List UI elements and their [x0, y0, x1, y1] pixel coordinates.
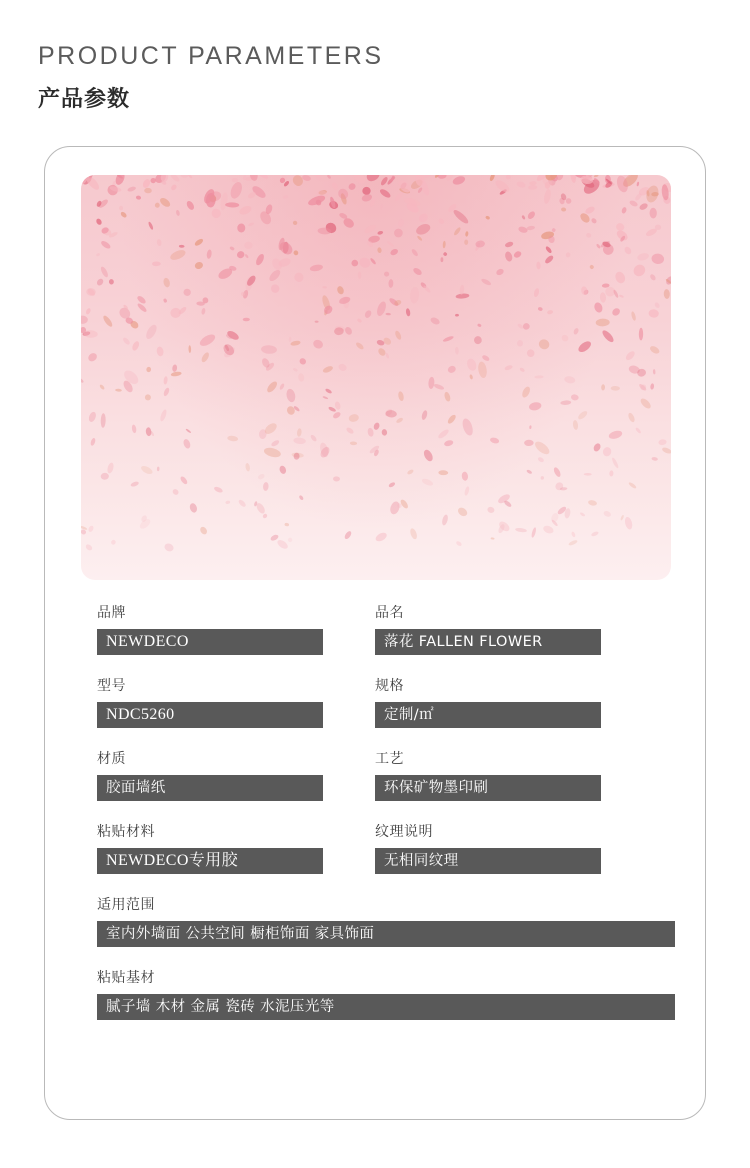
- spec-value: 定制/㎡: [375, 702, 601, 728]
- spec-row: [97, 748, 675, 801]
- spec-field: [97, 821, 323, 874]
- parameters-card: [44, 146, 706, 1120]
- spec-label: 粘贴材料: [97, 824, 155, 840]
- spec-field: [375, 748, 601, 801]
- spec-label: 规格: [375, 678, 404, 694]
- spec-value: NDC5260: [97, 702, 323, 728]
- spec-value: 落花 FALLEN FLOWER: [375, 629, 601, 655]
- spec-value: NEWDECO专用胶: [97, 848, 323, 874]
- page-header: [0, 0, 750, 113]
- spec-label: 粘贴基材: [97, 970, 155, 986]
- spec-field: [375, 821, 601, 874]
- spec-label: 纹理说明: [375, 824, 433, 840]
- spec-value: 室内外墙面 公共空间 橱柜饰面 家具饰面: [97, 921, 675, 947]
- spec-field: [97, 748, 323, 801]
- spec-value: 环保矿物墨印刷: [375, 775, 601, 801]
- spec-row: [97, 894, 675, 947]
- product-image: [81, 175, 671, 580]
- spec-field: [97, 967, 675, 1020]
- spec-value: 腻子墙 木材 金属 瓷砖 水泥压光等: [97, 994, 675, 1020]
- spec-label: 适用范围: [97, 897, 155, 913]
- spec-label: 品名: [375, 605, 404, 621]
- spec-label: 材质: [97, 751, 126, 767]
- page-title-english: PRODUCT PARAMETERS: [38, 42, 384, 70]
- specifications-list: [97, 602, 675, 1040]
- spec-value: 胶面墙纸: [97, 775, 323, 801]
- spec-value: NEWDECO: [97, 629, 323, 655]
- spec-value: 无相同纹理: [375, 848, 601, 874]
- spec-field: [97, 894, 675, 947]
- spec-row: [97, 602, 675, 655]
- page-title-chinese: 产品参数: [38, 86, 131, 112]
- spec-field: [375, 602, 601, 655]
- spec-row: [97, 967, 675, 1020]
- spec-row: [97, 821, 675, 874]
- spec-field: [97, 675, 323, 728]
- spec-label: 品牌: [97, 605, 126, 621]
- spec-row: [97, 675, 675, 728]
- spec-label: 工艺: [375, 751, 404, 767]
- spec-field: [97, 602, 323, 655]
- spec-label: 型号: [97, 678, 126, 694]
- falling-petals-illustration: [81, 175, 671, 580]
- spec-field: [375, 675, 601, 728]
